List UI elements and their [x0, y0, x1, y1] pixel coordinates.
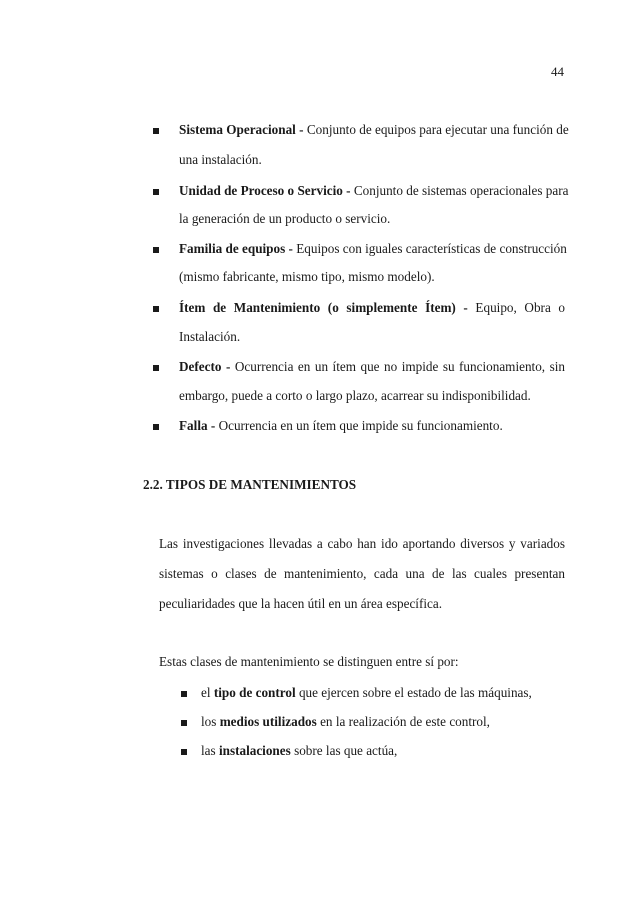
definition-continuation: embargo, puede a corto o largo plazo, acarrear su indisponibilidad. [179, 388, 531, 403]
bullet-square-icon [181, 749, 187, 755]
definition-text: Conjunto de equipos para ejecutar una función de [303, 122, 569, 137]
definition-text: Equipos con iguales características de construcción [292, 241, 567, 256]
page-number: 44 [551, 64, 564, 79]
criteria-keyword: instalaciones [218, 743, 291, 758]
criteria-keyword: tipo de control [213, 685, 296, 700]
definition-line [179, 241, 565, 257]
definition-term: Unidad de Proceso o Servicio - [179, 183, 351, 198]
definition-term: Ítem de Mantenimiento (o simplemente Ítem) - [179, 300, 468, 315]
definition-text: Ocurrencia en un ítem que no impide su funcionamiento, sin [230, 359, 565, 374]
criteria-item: las instalaciones sobre las que actúa, [181, 743, 397, 759]
bullet-square-icon [153, 247, 159, 253]
definition-continuation: (mismo fabricante, mismo tipo, mismo modelo). [179, 269, 435, 284]
criteria-item: los medios utilizados en la realización de este control, [181, 714, 490, 730]
bullet-square-icon [153, 365, 159, 371]
definition-term: Sistema Operacional - [179, 122, 304, 137]
definition-term: Falla - [179, 418, 216, 433]
bullet-square-icon [153, 128, 159, 134]
definition-text: Ocurrencia en un ítem que impide su funcionamiento. [215, 418, 503, 433]
paragraph-line: sistemas o clases de mantenimiento, cada una de las cuales presentan [159, 566, 565, 581]
bullet-square-icon [181, 691, 187, 697]
definition-line [179, 359, 565, 375]
criteria-item: el tipo de control que ejercen sobre el estado de las máquinas, [181, 685, 532, 701]
paragraph-line: Las investigaciones llevadas a cabo han ido aportando diversos y variados [159, 536, 565, 551]
paragraph-intro: Estas clases de mantenimiento se distinguen entre sí por: [159, 654, 459, 669]
definition-continuation: la generación de un producto o servicio. [179, 211, 391, 226]
definition-line [179, 300, 565, 316]
definition-text: Conjunto de sistemas operacionales para [350, 183, 569, 198]
bullet-square-icon [153, 306, 159, 312]
bullet-square-icon [153, 189, 159, 195]
definition-continuation: una instalación. [179, 152, 262, 167]
definition-continuation: Instalación. [179, 329, 241, 344]
section-heading: 2.2. TIPOS DE MANTENIMIENTOS [143, 477, 357, 492]
definition-line [179, 183, 569, 199]
definition-line [179, 418, 565, 434]
bullet-square-icon [181, 720, 187, 726]
paragraph-line: peculiaridades que la hacen útil en un área específica. [159, 596, 443, 611]
definition-term: Defecto - [179, 359, 231, 374]
definition-text: Equipo, Obra o [467, 300, 565, 315]
definition-term: Familia de equipos - [179, 241, 293, 256]
criteria-keyword: medios utilizados [219, 714, 317, 729]
definition-line [179, 122, 569, 138]
bullet-square-icon [153, 424, 159, 430]
